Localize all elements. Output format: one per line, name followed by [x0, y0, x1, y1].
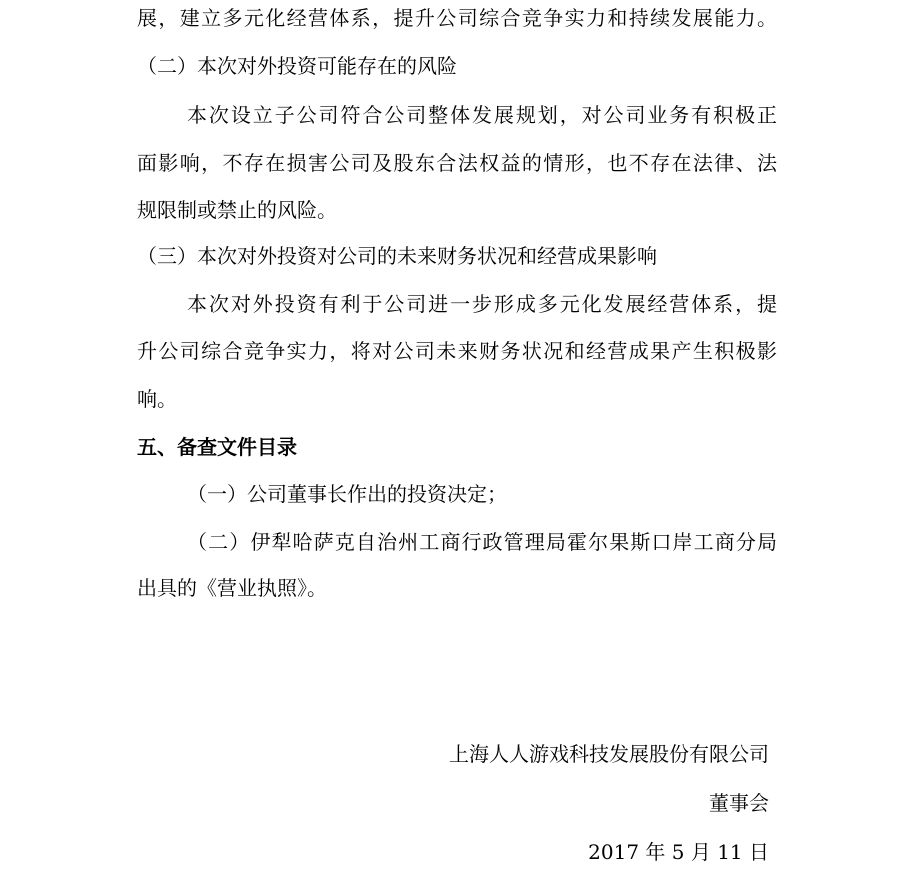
signature-company: 上海人人游戏科技发展股份有限公司 [449, 742, 769, 766]
list-item: （一）公司董事长作出的投资决定； [187, 482, 507, 506]
paragraph-line: 响。 [137, 387, 177, 411]
section-heading-reference-docs: 五、备查文件目录 [137, 435, 297, 459]
section-heading-risks: （二）本次对外投资可能存在的风险 [137, 54, 457, 78]
paragraph-line: 本次对外投资有利于公司进一步形成多元化发展经营体系，提 [187, 292, 777, 316]
signature-board: 董事会 [709, 791, 769, 815]
signature-date: 2017 年 5 月 11 日 [588, 840, 769, 864]
paragraph-line: 本次设立子公司符合公司整体发展规划，对公司业务有积极正 [187, 103, 777, 127]
list-item: （二）伊犁哈萨克自治州工商行政管理局霍尔果斯口岸工商分局 [187, 530, 777, 554]
paragraph-line: 规限制或禁止的风险。 [137, 198, 337, 222]
paragraph-line: 升公司综合竞争实力，将对公司未来财务状况和经营成果产生积极影 [137, 339, 777, 363]
list-item-continuation: 出具的《营业执照》。 [137, 576, 327, 600]
section-heading-financial-impact: （三）本次对外投资对公司的未来财务状况和经营成果影响 [137, 244, 657, 268]
paragraph-line: 面影响，不存在损害公司及股东合法权益的情形，也不存在法律、法 [137, 151, 777, 175]
paragraph-line: 展，建立多元化经营体系，提升公司综合竞争实力和持续发展能力。 [137, 6, 777, 30]
